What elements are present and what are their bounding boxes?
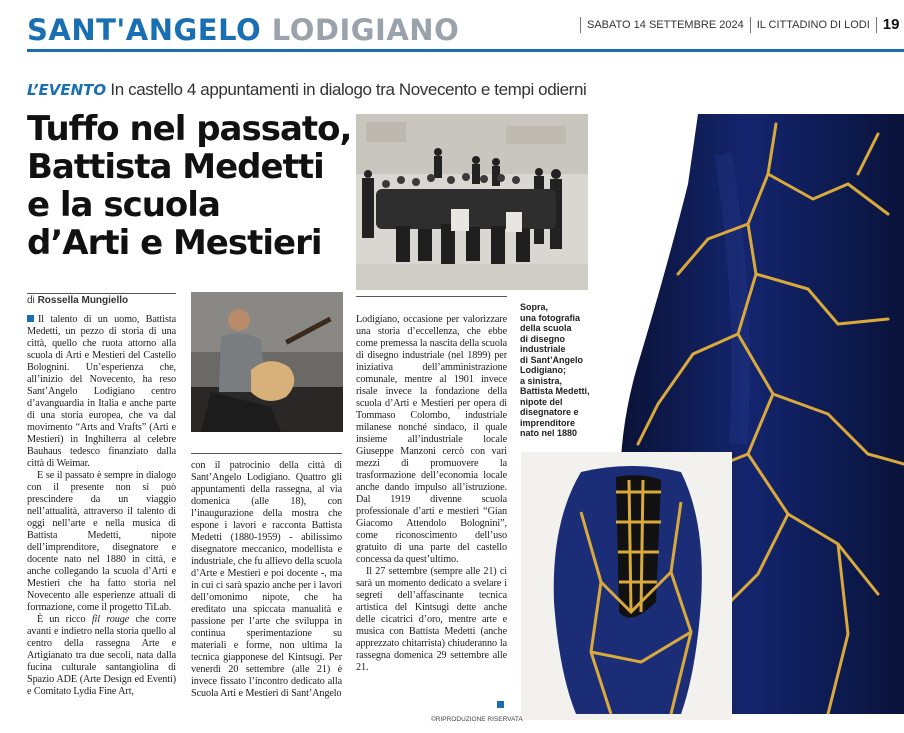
article-paragraph: Lodigiano, occasione per valorizzare una storia d’eccellenza, che ebbe come premessa la nascita della scuola di disegno industriale (nel 1899) per iniziativa dell’amministrazione comunale, mentre al 1901 invece risale invece la fondazione della scuola d’Arti e Mestieri per opera di Tommaso Colombo, industriale milanese nonché sindaco, il quale insieme all’industriale locale Giuseppe Manzoni cercò con vari mezzi di promuovere la trasformazione dell’economia locale anche dando impulso all’istruzione. Dal 1919 divenne scuola professionale d’arti e mestieri “Gian Giacomo Attendolo Bolognini”, come riconoscimento dell’uso gratuito di una parte del castello concessa da quest’ultimo.	[356, 314, 507, 565]
article-column-2	[191, 460, 342, 700]
article-paragraph: Il talento di un uomo, Battista Medetti, un pezzo di storia di una città, quello che ruota attorno alla scuola di Arti e Mestieri del Castello Bolognini. Un’esperienza che, all’inizio del Novecento, ha reso Sant’Angelo Lodigiano centro d’avanguardia in Italia e anche parte di una storia europea, che va dal movimento “Arts and Vrafts” (Arti e Mestieri) in Inghilterra al celebre Bauhaus tedesco finanziato dalla città di Weimar.	[27, 314, 176, 469]
page-number: 19	[882, 16, 900, 33]
text-run: È un ricco	[37, 614, 92, 625]
byline-prefix: di	[27, 295, 35, 306]
headline	[27, 110, 357, 262]
column-rule	[27, 293, 176, 294]
caption-line: disegnatore e	[520, 407, 579, 417]
caption-line: Battista Medetti,	[520, 386, 590, 396]
copyright-notice: ©RIPRODUZIONE RISERVATA	[431, 716, 523, 723]
caption-line: imprenditore	[520, 417, 576, 428]
divider	[580, 17, 581, 33]
caption-line: nato nel 1880	[520, 428, 578, 438]
headline-line: Battista Medetti	[27, 147, 324, 187]
article-column-1	[27, 314, 176, 698]
section-title	[27, 10, 459, 50]
byline	[27, 295, 128, 306]
article-paragraph: Il 27 settembre (sempre alle 21) ci sarà un momento dedicato a svelare i segreti dell’affascinante tecnica artistica del Kintsugi dette anche delle cicatrici d’oro, mentre arte e musica con Battista Medetti (anche apprezzato chitarrista) chiuderanno la rassegna domenica 29 settembre alle 21.	[356, 566, 507, 673]
column-rule	[356, 296, 507, 297]
caption-line: Sopra,	[520, 302, 549, 312]
headline-line: Tuffo nel passato,	[27, 109, 352, 149]
text-run: che corre avanti e indietro nella storia quello al centro della rassegna Arte e Artigianato tra due secoli, nata dalla fucina culturale santangiolina di Spazio ADE (Arte Design ed Eventi) e Comitato Lydia Fine Art,	[27, 614, 177, 697]
newspaper-name: IL CITTADINO DI LODI	[756, 18, 870, 31]
column-rule	[191, 453, 342, 454]
text-run-italic: fil rouge	[91, 614, 130, 625]
small-kintsugi-vase-photo	[521, 452, 732, 720]
article-paragraph: E se il passato è sempre in dialogo con il presente non si può prescindere da un viaggio nell’attualità, attraverso il talento di oggi nell’arte e nella musica di Battista Medetti, nipote dell’imprenditore, disegnatore e docente nato nel 1880 in città, e anche collegando la scuola d’Arti e Mestieri che ha fatto storia nel Novecento alle esperienze attuali di formazione, come il progetto TiLab.	[27, 470, 176, 613]
guitarist-graphic	[191, 292, 343, 432]
historic-photo-graphic	[356, 114, 588, 290]
issue-date: SABATO 14 SETTEMBRE 2024	[587, 18, 744, 31]
kicker	[27, 80, 586, 100]
headline-line: d’Arti e Mestieri	[27, 223, 322, 263]
paragraph-marker	[27, 315, 34, 322]
kicker-summary: In castello 4 appuntamenti in dialogo tra Novecento e tempi odierni	[110, 80, 587, 99]
caption-line: una fotografia	[520, 312, 580, 323]
article-paragraph: con il patrocinio della città di Sant’Angelo Lodigiano. Quattro gli appuntamenti della rassegna, al via domenica (alle 18), con l’inaugurazione della mostra che espone i lavori e racconta Battista Medetti (1880-1959) - abilissimo disegnatore meccanico, modellista e industriale, che fu allievo della scuola d’Arte e Mestieri e poi docente -, ma in cui ci sarà spazio anche per i lavori dell’omonimo nipote, che ha ereditato una spiccata manualità e passione per l’arte che sviluppa in continua sperimentazione su materiali e forme, non ultima la tecnica giapponese del Kintsugi. Per venerdì 20 settembre (alle 21) è invece fissato l’incontro dedicato alla Scuola Arti e Mestieri di Sant’Angelo	[191, 460, 342, 699]
photo-caption	[520, 302, 602, 439]
guitarist-photo	[191, 292, 343, 432]
caption-line: della scuola	[520, 323, 572, 333]
headline-line: e la scuola	[27, 185, 220, 225]
section-title-town: SANT'ANGELO	[27, 13, 262, 47]
caption-line: a sinistra,	[520, 375, 563, 386]
caption-line: di disegno	[520, 333, 565, 344]
article-end-marker	[497, 701, 504, 708]
divider	[876, 17, 877, 33]
section-title-area: LODIGIANO	[271, 13, 460, 47]
kicker-label: L’EVENTO	[27, 81, 107, 99]
article-column-3	[356, 314, 507, 674]
small-vase-graphic	[521, 452, 732, 720]
byline-author: Rossella Mungiello	[37, 295, 129, 306]
header-rule	[27, 49, 904, 52]
historic-school-photo	[356, 114, 588, 290]
caption-line: Lodigiano;	[520, 365, 566, 375]
page-meta	[574, 16, 899, 33]
caption-line: di Sant’Angelo	[520, 354, 583, 365]
caption-line: nipote del	[520, 396, 563, 407]
article-paragraph	[27, 614, 176, 698]
caption-line: industriale	[520, 344, 566, 354]
divider	[750, 17, 751, 33]
